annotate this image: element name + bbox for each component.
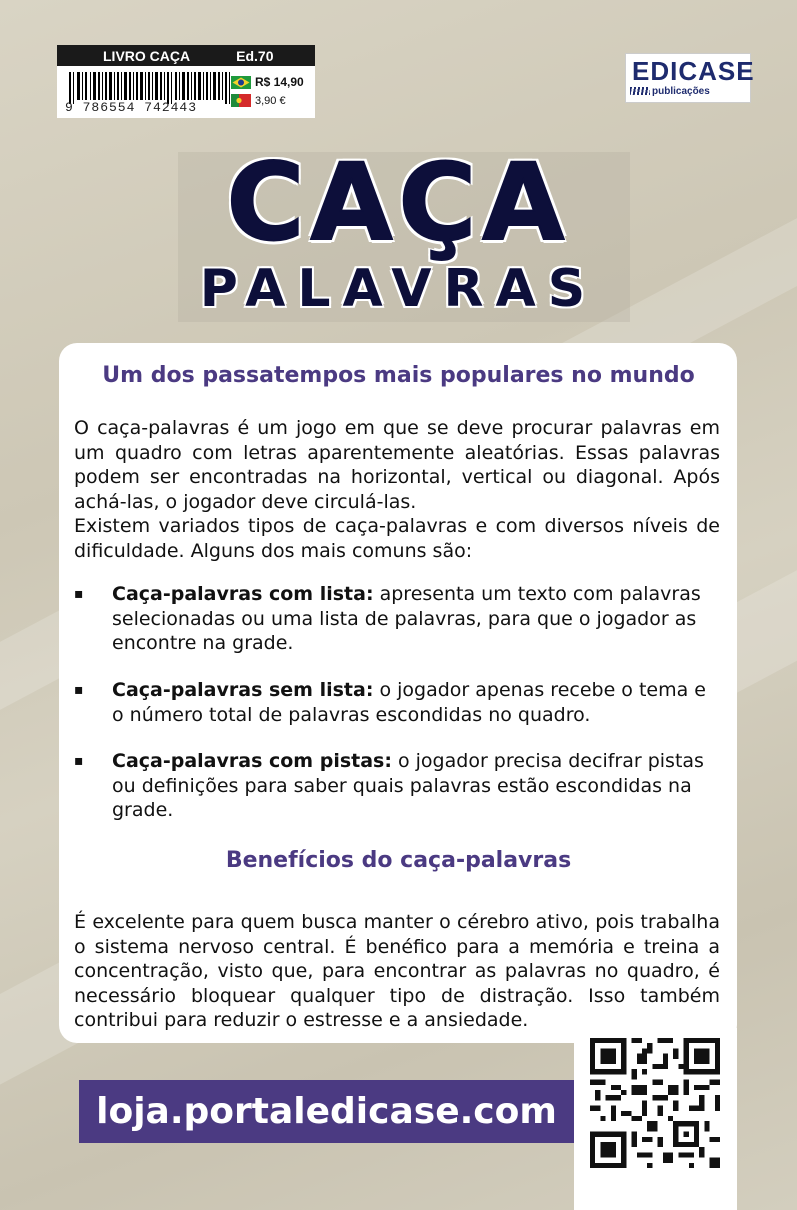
bullet-title: Caça-palavras sem lista: xyxy=(112,679,374,701)
price-portugal xyxy=(231,94,286,107)
logo-stripes-icon xyxy=(630,87,650,95)
bullet-marker: ▪ xyxy=(74,753,84,769)
isbn-number: 9 786554 742443 xyxy=(65,100,198,115)
list-item xyxy=(74,678,720,728)
store-url-banner[interactable]: loja.portaledicase.com xyxy=(79,1080,574,1143)
edicase-logo xyxy=(625,53,755,103)
book-type-label: LIVRO CAÇA xyxy=(103,47,191,64)
heading-popular: Um dos passatempos mais populares no mundo xyxy=(102,363,695,388)
price-brazil-value: R$ 14,90 xyxy=(255,75,304,89)
bullet-text: o jogador precisa decifrar pistas ou definições para saber quais palavras estão escondidas na grade. xyxy=(112,750,704,821)
title-line-2: PALAVRAS xyxy=(199,259,598,319)
logo-name: EDICASE xyxy=(632,56,755,86)
logo-subtitle-text: publicações xyxy=(652,86,710,97)
bullet-text: o jogador apenas recebe o tema e o número total de palavras escondidas no quadro. xyxy=(112,679,706,726)
barcode-label xyxy=(57,45,315,118)
bullet-marker: ▪ xyxy=(74,682,84,698)
bullet-text: apresenta um texto com palavras selecionadas ou uma lista de palavras, para que o jogador as encontre na grade. xyxy=(112,583,701,654)
title-line-1: CAÇA xyxy=(226,141,571,264)
edition-label: Ed.70 xyxy=(236,47,274,64)
heading-benefits: Benefícios do caça-palavras xyxy=(225,848,572,873)
brazil-flag-icon xyxy=(231,76,251,89)
price-brazil xyxy=(231,75,304,89)
intro-paragraph-2: Existem variados tipos de caça-palavras e com diversos níveis de dificuldade. Alguns dos mais comuns são: xyxy=(74,515,720,562)
logo-subtitle xyxy=(630,86,710,97)
bullet-title: Caça-palavras com lista: xyxy=(112,583,374,605)
qr-code[interactable] xyxy=(590,1038,720,1168)
bullet-title: Caça-palavras com pistas: xyxy=(112,750,392,772)
bullet-marker: ▪ xyxy=(74,586,84,602)
portugal-flag-icon xyxy=(231,94,251,107)
intro-paragraph-1: O caça-palavras é um jogo em que se deve procurar palavras em um quadro com letras aparentemente aleatórias. Essas palavras podem ser encontradas na horizontal, vertical ou diagonal. Após achá-las, o jogador deve circulá-las. xyxy=(74,417,720,513)
barcode-header xyxy=(57,45,315,66)
list-item xyxy=(74,582,720,656)
benefits-paragraph: É excelente para quem busca manter o cérebro ativo, pois trabalha o sistema nervoso central. É benéfico para a memória e treina a concentração, visto que, para encontrar as palavras no quadro, é necessário bloquear qualquer tipo de distração. Isso também contribui para reduzir o estresse e a ansiedade. xyxy=(74,911,720,1031)
price-portugal-value: 3,90 € xyxy=(255,94,286,107)
list-item xyxy=(74,749,720,823)
